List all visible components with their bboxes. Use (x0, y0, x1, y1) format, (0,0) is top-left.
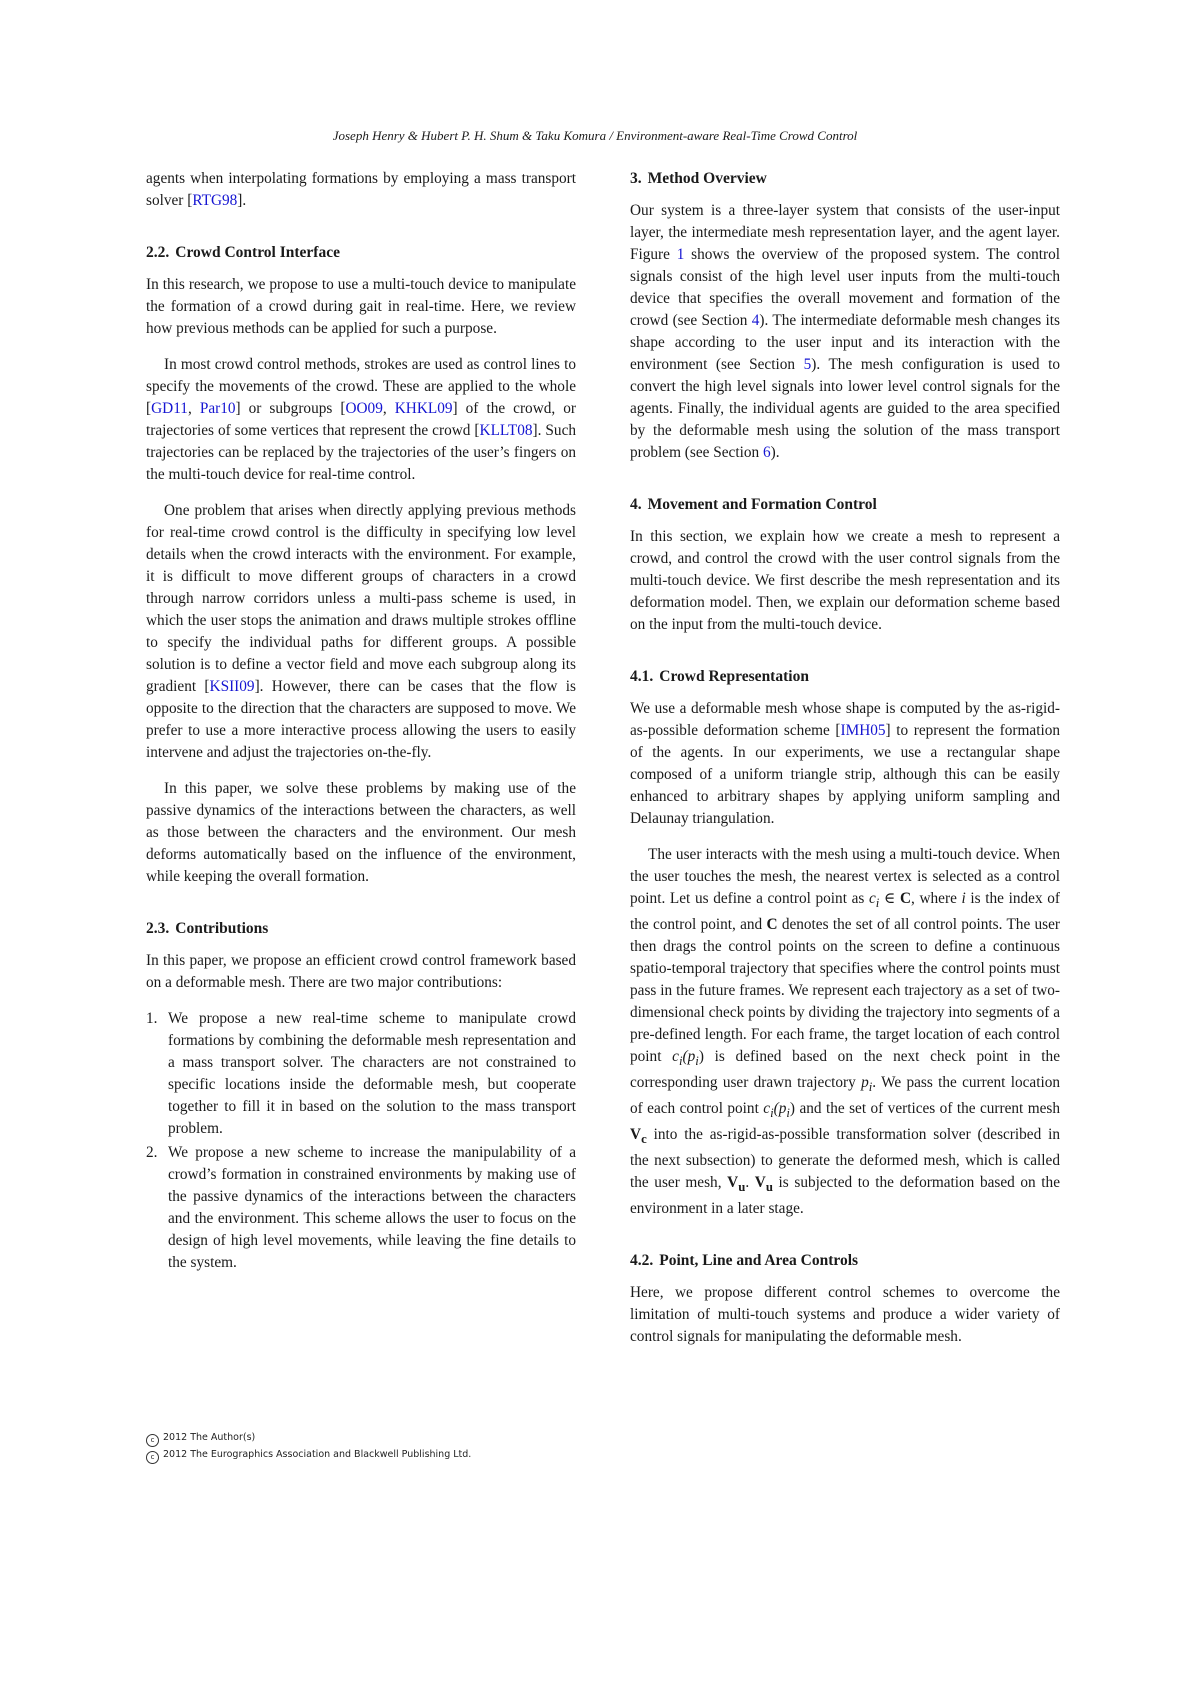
copyright-icon: c (146, 1451, 159, 1464)
running-header: Joseph Henry & Hubert P. H. Shum & Taku Komura / Environment-aware Real-Time Crowd Control (332, 128, 858, 143)
paragraph: Our system is a three-layer system that consists of the user-input layer, the intermediate mesh representation layer, and the agent layer. Figure 1 shows the overview of the proposed system. The control signals consist of the high level user inputs from the multi-touch device that specifies the overall movement and formation of the crowd (see Section 4). The intermediate deformable mesh changes its shape according to the user input and its interaction with the environment (see Section 5). The mesh configuration is used to convert the high level signals into lower level control signals for the agents. Finally, the individual agents are guided to the area specified by the deformable mesh using the solution of the mass transport problem (see Section 6). (630, 202, 1060, 461)
citation-link[interactable]: KSII09 (209, 678, 255, 695)
citation-link[interactable]: Par10 (199, 400, 236, 417)
contributions-list (146, 1008, 576, 1274)
section-heading-2-2: 2.2. Crowd Control Interface (146, 244, 340, 261)
list-item: 1. We propose a new real-time scheme to manipulate crowd formations by combining the deformable mesh representation and a mass transport solver. The characters are not constrained to specific locations inside the deformable mesh, but cooperate together to fill it in based on the solution to the mass transport problem. (146, 1010, 576, 1137)
citation-link[interactable]: OO09 (345, 400, 383, 417)
paragraph: In this section, we explain how we create a mesh to represent a crowd, and control the crowd with the user control signals from the multi-touch device. We first describe the mesh representation and its deformation model. Then, we explain our deformation scheme based on the input from the multi-touch device. (630, 528, 1060, 633)
copyright-icon: c (146, 1434, 159, 1447)
section-link[interactable]: 4 (751, 312, 760, 329)
paragraph: In this paper, we solve these problems by making use of the passive dynamics of the interactions between the characters, as well as those between the characters and the environment. Our mesh deforms automatically based on the influence of the environment, while keeping the overall formation. (146, 780, 576, 885)
paragraph: agents when interpolating formations by employing a mass transport solver [RTG98]. (146, 170, 576, 209)
copyright-footer (146, 1430, 471, 1464)
citation-link[interactable]: KHKL09 (394, 400, 453, 417)
citation-link[interactable]: IMH05 (840, 722, 886, 739)
paragraph: Here, we propose different control schemes to overcome the limitation of multi-touch systems and produce a wider variety of control signals for manipulating the deformable mesh. (630, 1284, 1060, 1346)
section-heading-4-1: 4.1. Crowd Representation (630, 668, 809, 685)
section-heading-3: 3. Method Overview (630, 170, 767, 187)
left-column (146, 168, 576, 1276)
section-link[interactable]: 5 (803, 356, 812, 373)
paragraph: In this paper, we propose an efficient crowd control framework based on a deformable mesh. There are two major contributions: (146, 952, 576, 991)
figure-link[interactable]: 1 (676, 246, 685, 263)
right-column (630, 168, 1060, 1362)
section-link[interactable]: 6 (762, 444, 771, 461)
citation-link[interactable]: KLLT08 (479, 422, 533, 439)
list-item: 2. We propose a new scheme to increase the manipulability of a crowd’s formation in constrained environments by making use of the passive dynamics of the interactions between the characters and the environment. This scheme allows the user to focus on the design of high level movements, while leaving the fine details to the system. (146, 1144, 576, 1271)
paragraph: We use a deformable mesh whose shape is computed by the as-rigid-as-possible deformation scheme [IMH05] to represent the formation of the agents. In our experiments, we use a rectangular shape composed of a uniform triangle strip, although this can be easily enhanced to arbitrary shapes by applying uniform sampling and Delaunay triangulation. (630, 700, 1060, 827)
copyright-line: c 2012 The Author(s) (146, 1430, 471, 1447)
section-heading-4: 4. Movement and Formation Control (630, 496, 877, 513)
paragraph: In most crowd control methods, strokes are used as control lines to specify the movements of the crowd. These are applied to the whole [GD11, Par10] or subgroups [OO09, KHKL09] of the crowd, or trajectories of some vertices that represent the crowd [KLLT08]. Such trajectories can be replaced by the trajectories of the user’s fingers on the multi-touch device for real-time control. (146, 356, 577, 483)
paragraph: One problem that arises when directly applying previous methods for real-time crowd control is the difficulty in specifying low level details when the crowd interacts with the environment. For example, it is difficult to move different groups of characters in a crowd through narrow corridors unless a multi-pass scheme is used, in which the user stops the animation and draws multiple strokes offline to specify the individual paths for different groups. A possible solution is to define a vector field and move each subgroup along its gradient [KSII09]. However, there can be cases that the flow is opposite to the direction that the characters are supposed to move. We prefer to use a more interactive process allowing the users to easily intervene and adjust the trajectories on-the-fly. (146, 502, 576, 761)
section-heading-4-2: 4.2. Point, Line and Area Controls (630, 1252, 859, 1270)
paragraph: In this research, we propose to use a multi-touch device to manipulate the formation of a crowd during gait in real-time. Here, we review how previous methods can be applied for such a purpose. (146, 276, 576, 337)
section-heading-2-3: 2.3. Contributions (146, 920, 269, 937)
paragraph: The user interacts with the mesh using a multi-touch device. When the user touches the mesh, the nearest vertex is selected as a control point. Let us define a control point as $c_i$ ∈ C, where i is the index of the control point, and C denotes the set of all control points. The user then drags the control points on the screen to define a continuous spatio-temporal trajectory that specifies where the control points must pass in the future frames. We represent each trajectory as a set of two-dimensional check points by dividing the trajectory into segments of a pre-defined length. For each frame, the target location of each control point $c_i(p_i)$ is defined based on the next check point in the corresponding user drawn trajectory $p_i$. We pass the current location of each control point $c_i(p_i)$ and the set of vertices of the current mesh $V_c$ into the as-rigid-as-possible transformation solver (described in the next subsection) to generate the deformed mesh, which is called the user mesh, $V_u$. $V_u$ is subjected to the deformation based on the environment in a later stage. (630, 846, 1061, 1218)
citation-link[interactable]: GD11 (151, 400, 188, 417)
copyright-line: c 2012 The Eurographics Association and Blackwell Publishing Ltd. (146, 1447, 471, 1464)
citation-link[interactable]: RTG98 (192, 192, 238, 209)
